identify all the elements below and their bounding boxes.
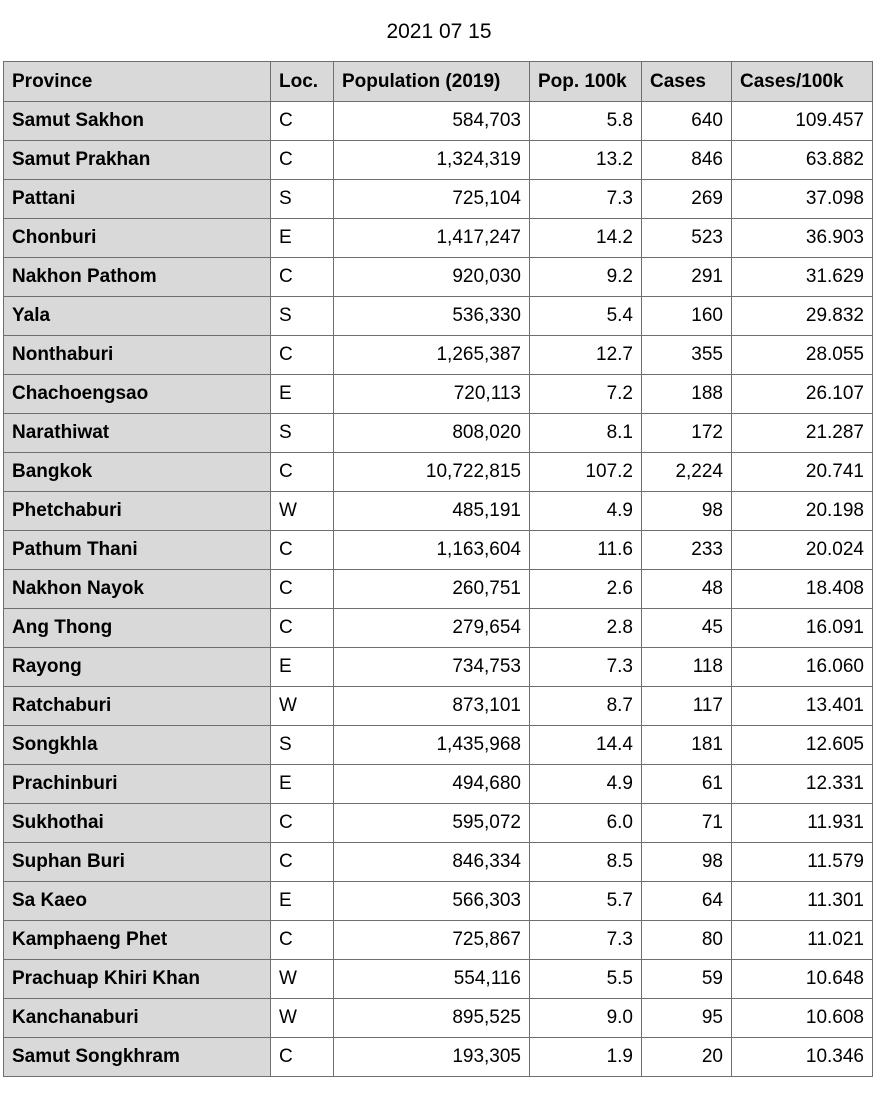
population-cell[interactable]: 279,654 <box>334 609 530 648</box>
cases-cell[interactable]: 181 <box>642 726 732 765</box>
cases-per-100k-cell[interactable]: 10.648 <box>732 960 873 999</box>
province-cell[interactable]: Yala <box>4 297 271 336</box>
pop-100k-cell[interactable]: 8.7 <box>530 687 642 726</box>
pop-100k-cell[interactable]: 12.7 <box>530 336 642 375</box>
column-header-loc[interactable]: Loc. <box>271 62 334 102</box>
loc-cell[interactable]: C <box>271 141 334 180</box>
pop-100k-cell[interactable]: 5.4 <box>530 297 642 336</box>
pop-100k-cell[interactable]: 13.2 <box>530 141 642 180</box>
cases-per-100k-cell[interactable]: 31.629 <box>732 258 873 297</box>
table-row <box>4 375 873 414</box>
cases-cell[interactable]: 2,224 <box>642 453 732 492</box>
population-cell[interactable]: 725,867 <box>334 921 530 960</box>
population-cell[interactable]: 1,163,604 <box>334 531 530 570</box>
pop-100k-cell[interactable]: 5.7 <box>530 882 642 921</box>
population-cell[interactable]: 1,435,968 <box>334 726 530 765</box>
population-cell[interactable]: 193,305 <box>334 1038 530 1077</box>
pop-100k-cell[interactable]: 107.2 <box>530 453 642 492</box>
cases-table <box>3 61 873 1077</box>
pop-100k-cell[interactable]: 7.3 <box>530 648 642 687</box>
table-row <box>4 492 873 531</box>
pop-100k-cell[interactable]: 8.5 <box>530 843 642 882</box>
province-cell[interactable]: Songkhla <box>4 726 271 765</box>
table-row <box>4 960 873 999</box>
province-cell[interactable]: Nakhon Pathom <box>4 258 271 297</box>
cases-per-100k-cell[interactable]: 16.060 <box>732 648 873 687</box>
pop-100k-cell[interactable]: 7.2 <box>530 375 642 414</box>
column-header-population[interactable]: Population (2019) <box>334 62 530 102</box>
cases-cell[interactable]: 64 <box>642 882 732 921</box>
cases-per-100k-cell[interactable]: 10.608 <box>732 999 873 1038</box>
loc-cell[interactable]: C <box>271 570 334 609</box>
loc-cell[interactable]: E <box>271 882 334 921</box>
pop-100k-cell[interactable]: 11.6 <box>530 531 642 570</box>
cases-per-100k-cell[interactable]: 36.903 <box>732 219 873 258</box>
pop-100k-cell[interactable]: 2.8 <box>530 609 642 648</box>
population-cell[interactable]: 725,104 <box>334 180 530 219</box>
province-cell[interactable]: Chachoengsao <box>4 375 271 414</box>
pop-100k-cell[interactable]: 14.4 <box>530 726 642 765</box>
loc-cell[interactable]: E <box>271 648 334 687</box>
province-cell[interactable]: Suphan Buri <box>4 843 271 882</box>
pop-100k-cell[interactable]: 6.0 <box>530 804 642 843</box>
pop-100k-cell[interactable]: 9.2 <box>530 258 642 297</box>
table-row <box>4 219 873 258</box>
cases-per-100k-cell[interactable]: 20.024 <box>732 531 873 570</box>
loc-cell[interactable]: W <box>271 492 334 531</box>
province-cell[interactable]: Nonthaburi <box>4 336 271 375</box>
province-cell[interactable]: Rayong <box>4 648 271 687</box>
loc-cell[interactable]: S <box>271 297 334 336</box>
loc-cell[interactable]: E <box>271 219 334 258</box>
loc-cell[interactable]: E <box>271 765 334 804</box>
population-cell[interactable]: 260,751 <box>334 570 530 609</box>
province-cell[interactable]: Bangkok <box>4 453 271 492</box>
pop-100k-cell[interactable]: 14.2 <box>530 219 642 258</box>
cases-cell[interactable]: 95 <box>642 999 732 1038</box>
page-title: 2021 07 15 <box>386 20 492 43</box>
cases-per-100k-cell[interactable]: 11.579 <box>732 843 873 882</box>
cases-cell[interactable]: 117 <box>642 687 732 726</box>
cases-cell[interactable]: 61 <box>642 765 732 804</box>
population-cell[interactable]: 566,303 <box>334 882 530 921</box>
cases-cell[interactable]: 355 <box>642 336 732 375</box>
loc-cell[interactable]: C <box>271 336 334 375</box>
table-row <box>4 843 873 882</box>
column-header-cases-per-100k[interactable]: Cases/100k <box>732 62 873 102</box>
population-cell[interactable]: 10,722,815 <box>334 453 530 492</box>
population-cell[interactable]: 494,680 <box>334 765 530 804</box>
cases-per-100k-cell[interactable]: 109.457 <box>732 102 873 141</box>
cases-cell[interactable]: 233 <box>642 531 732 570</box>
cases-cell[interactable]: 846 <box>642 141 732 180</box>
loc-cell[interactable]: C <box>271 609 334 648</box>
cases-per-100k-cell[interactable]: 11.301 <box>732 882 873 921</box>
table-row <box>4 882 873 921</box>
loc-cell[interactable]: S <box>271 180 334 219</box>
population-cell[interactable]: 873,101 <box>334 687 530 726</box>
population-cell[interactable]: 1,324,319 <box>334 141 530 180</box>
pop-100k-cell[interactable]: 5.8 <box>530 102 642 141</box>
loc-cell[interactable]: E <box>271 375 334 414</box>
loc-cell[interactable]: C <box>271 258 334 297</box>
province-cell[interactable]: Sa Kaeo <box>4 882 271 921</box>
pop-100k-cell[interactable]: 1.9 <box>530 1038 642 1077</box>
cases-cell[interactable]: 98 <box>642 843 732 882</box>
table-row <box>4 531 873 570</box>
pop-100k-cell[interactable]: 4.9 <box>530 765 642 804</box>
cases-per-100k-cell[interactable]: 21.287 <box>732 414 873 453</box>
cases-per-100k-cell[interactable]: 29.832 <box>732 297 873 336</box>
population-cell[interactable]: 1,265,387 <box>334 336 530 375</box>
province-cell[interactable]: Kamphaeng Phet <box>4 921 271 960</box>
table-row <box>4 999 873 1038</box>
province-cell[interactable]: Narathiwat <box>4 414 271 453</box>
table-row <box>4 258 873 297</box>
loc-cell[interactable]: S <box>271 726 334 765</box>
cases-cell[interactable]: 48 <box>642 570 732 609</box>
cases-cell[interactable]: 291 <box>642 258 732 297</box>
province-cell[interactable]: Pattani <box>4 180 271 219</box>
loc-cell[interactable]: C <box>271 102 334 141</box>
cases-cell[interactable]: 160 <box>642 297 732 336</box>
table-row <box>4 570 873 609</box>
cases-cell[interactable]: 98 <box>642 492 732 531</box>
cases-per-100k-cell[interactable]: 37.098 <box>732 180 873 219</box>
loc-cell[interactable]: C <box>271 453 334 492</box>
cases-per-100k-cell[interactable]: 10.346 <box>732 1038 873 1077</box>
province-cell[interactable]: Prachinburi <box>4 765 271 804</box>
table-row <box>4 180 873 219</box>
cases-cell[interactable]: 118 <box>642 648 732 687</box>
province-cell[interactable]: Kanchanaburi <box>4 999 271 1038</box>
population-cell[interactable]: 720,113 <box>334 375 530 414</box>
province-cell[interactable]: Pathum Thani <box>4 531 271 570</box>
province-cell[interactable]: Nakhon Nayok <box>4 570 271 609</box>
population-cell[interactable]: 895,525 <box>334 999 530 1038</box>
province-cell[interactable]: Samut Prakhan <box>4 141 271 180</box>
table-row <box>4 1038 873 1077</box>
table-row <box>4 687 873 726</box>
table-row <box>4 453 873 492</box>
loc-cell[interactable]: W <box>271 960 334 999</box>
cases-per-100k-cell[interactable]: 12.605 <box>732 726 873 765</box>
loc-cell[interactable]: S <box>271 414 334 453</box>
province-cell[interactable]: Samut Sakhon <box>4 102 271 141</box>
table-row <box>4 141 873 180</box>
cases-cell[interactable]: 523 <box>642 219 732 258</box>
table-row <box>4 336 873 375</box>
table-body <box>4 102 873 1077</box>
table-row <box>4 921 873 960</box>
population-cell[interactable]: 1,417,247 <box>334 219 530 258</box>
province-cell[interactable]: Phetchaburi <box>4 492 271 531</box>
loc-cell[interactable]: C <box>271 843 334 882</box>
pop-100k-cell[interactable]: 2.6 <box>530 570 642 609</box>
table-row <box>4 609 873 648</box>
province-cell[interactable]: Sukhothai <box>4 804 271 843</box>
population-cell[interactable]: 536,330 <box>334 297 530 336</box>
cases-per-100k-cell[interactable]: 63.882 <box>732 141 873 180</box>
column-header-cases[interactable]: Cases <box>642 62 732 102</box>
table-row <box>4 414 873 453</box>
province-cell[interactable]: Chonburi <box>4 219 271 258</box>
population-cell[interactable]: 920,030 <box>334 258 530 297</box>
cases-cell[interactable]: 71 <box>642 804 732 843</box>
loc-cell[interactable]: W <box>271 687 334 726</box>
cases-cell[interactable]: 640 <box>642 102 732 141</box>
table-row <box>4 726 873 765</box>
population-cell[interactable]: 485,191 <box>334 492 530 531</box>
pop-100k-cell[interactable]: 7.3 <box>530 921 642 960</box>
cases-per-100k-cell[interactable]: 20.198 <box>732 492 873 531</box>
loc-cell[interactable]: C <box>271 1038 334 1077</box>
province-cell[interactable]: Prachuap Khiri Khan <box>4 960 271 999</box>
population-cell[interactable]: 734,753 <box>334 648 530 687</box>
province-cell[interactable]: Ratchaburi <box>4 687 271 726</box>
loc-cell[interactable]: C <box>271 531 334 570</box>
cases-cell[interactable]: 20 <box>642 1038 732 1077</box>
table-row <box>4 297 873 336</box>
table-row <box>4 648 873 687</box>
cases-cell[interactable]: 172 <box>642 414 732 453</box>
cases-per-100k-cell[interactable]: 16.091 <box>732 609 873 648</box>
cases-cell[interactable]: 269 <box>642 180 732 219</box>
cases-per-100k-cell[interactable]: 26.107 <box>732 375 873 414</box>
pop-100k-cell[interactable]: 9.0 <box>530 999 642 1038</box>
table-row <box>4 765 873 804</box>
province-cell[interactable]: Samut Songkhram <box>4 1038 271 1077</box>
pop-100k-cell[interactable]: 5.5 <box>530 960 642 999</box>
cases-per-100k-cell[interactable]: 11.021 <box>732 921 873 960</box>
table-header-row <box>4 62 873 102</box>
pop-100k-cell[interactable]: 7.3 <box>530 180 642 219</box>
table-row <box>4 102 873 141</box>
population-cell[interactable]: 595,072 <box>334 804 530 843</box>
cases-per-100k-cell[interactable]: 13.401 <box>732 687 873 726</box>
column-header-pop-100k[interactable]: Pop. 100k <box>530 62 642 102</box>
cases-cell[interactable]: 80 <box>642 921 732 960</box>
cases-per-100k-cell[interactable]: 12.331 <box>732 765 873 804</box>
table-row <box>4 804 873 843</box>
cases-per-100k-cell[interactable]: 28.055 <box>732 336 873 375</box>
pop-100k-cell[interactable]: 8.1 <box>530 414 642 453</box>
cases-cell[interactable]: 188 <box>642 375 732 414</box>
loc-cell[interactable]: W <box>271 999 334 1038</box>
loc-cell[interactable]: C <box>271 921 334 960</box>
population-cell[interactable]: 584,703 <box>334 102 530 141</box>
population-cell[interactable]: 554,116 <box>334 960 530 999</box>
population-cell[interactable]: 846,334 <box>334 843 530 882</box>
cases-cell[interactable]: 45 <box>642 609 732 648</box>
cases-per-100k-cell[interactable]: 20.741 <box>732 453 873 492</box>
pop-100k-cell[interactable]: 4.9 <box>530 492 642 531</box>
column-header-province[interactable]: Province <box>4 62 271 102</box>
population-cell[interactable]: 808,020 <box>334 414 530 453</box>
cases-cell[interactable]: 59 <box>642 960 732 999</box>
province-cell[interactable]: Ang Thong <box>4 609 271 648</box>
cases-per-100k-cell[interactable]: 11.931 <box>732 804 873 843</box>
loc-cell[interactable]: C <box>271 804 334 843</box>
cases-per-100k-cell[interactable]: 18.408 <box>732 570 873 609</box>
